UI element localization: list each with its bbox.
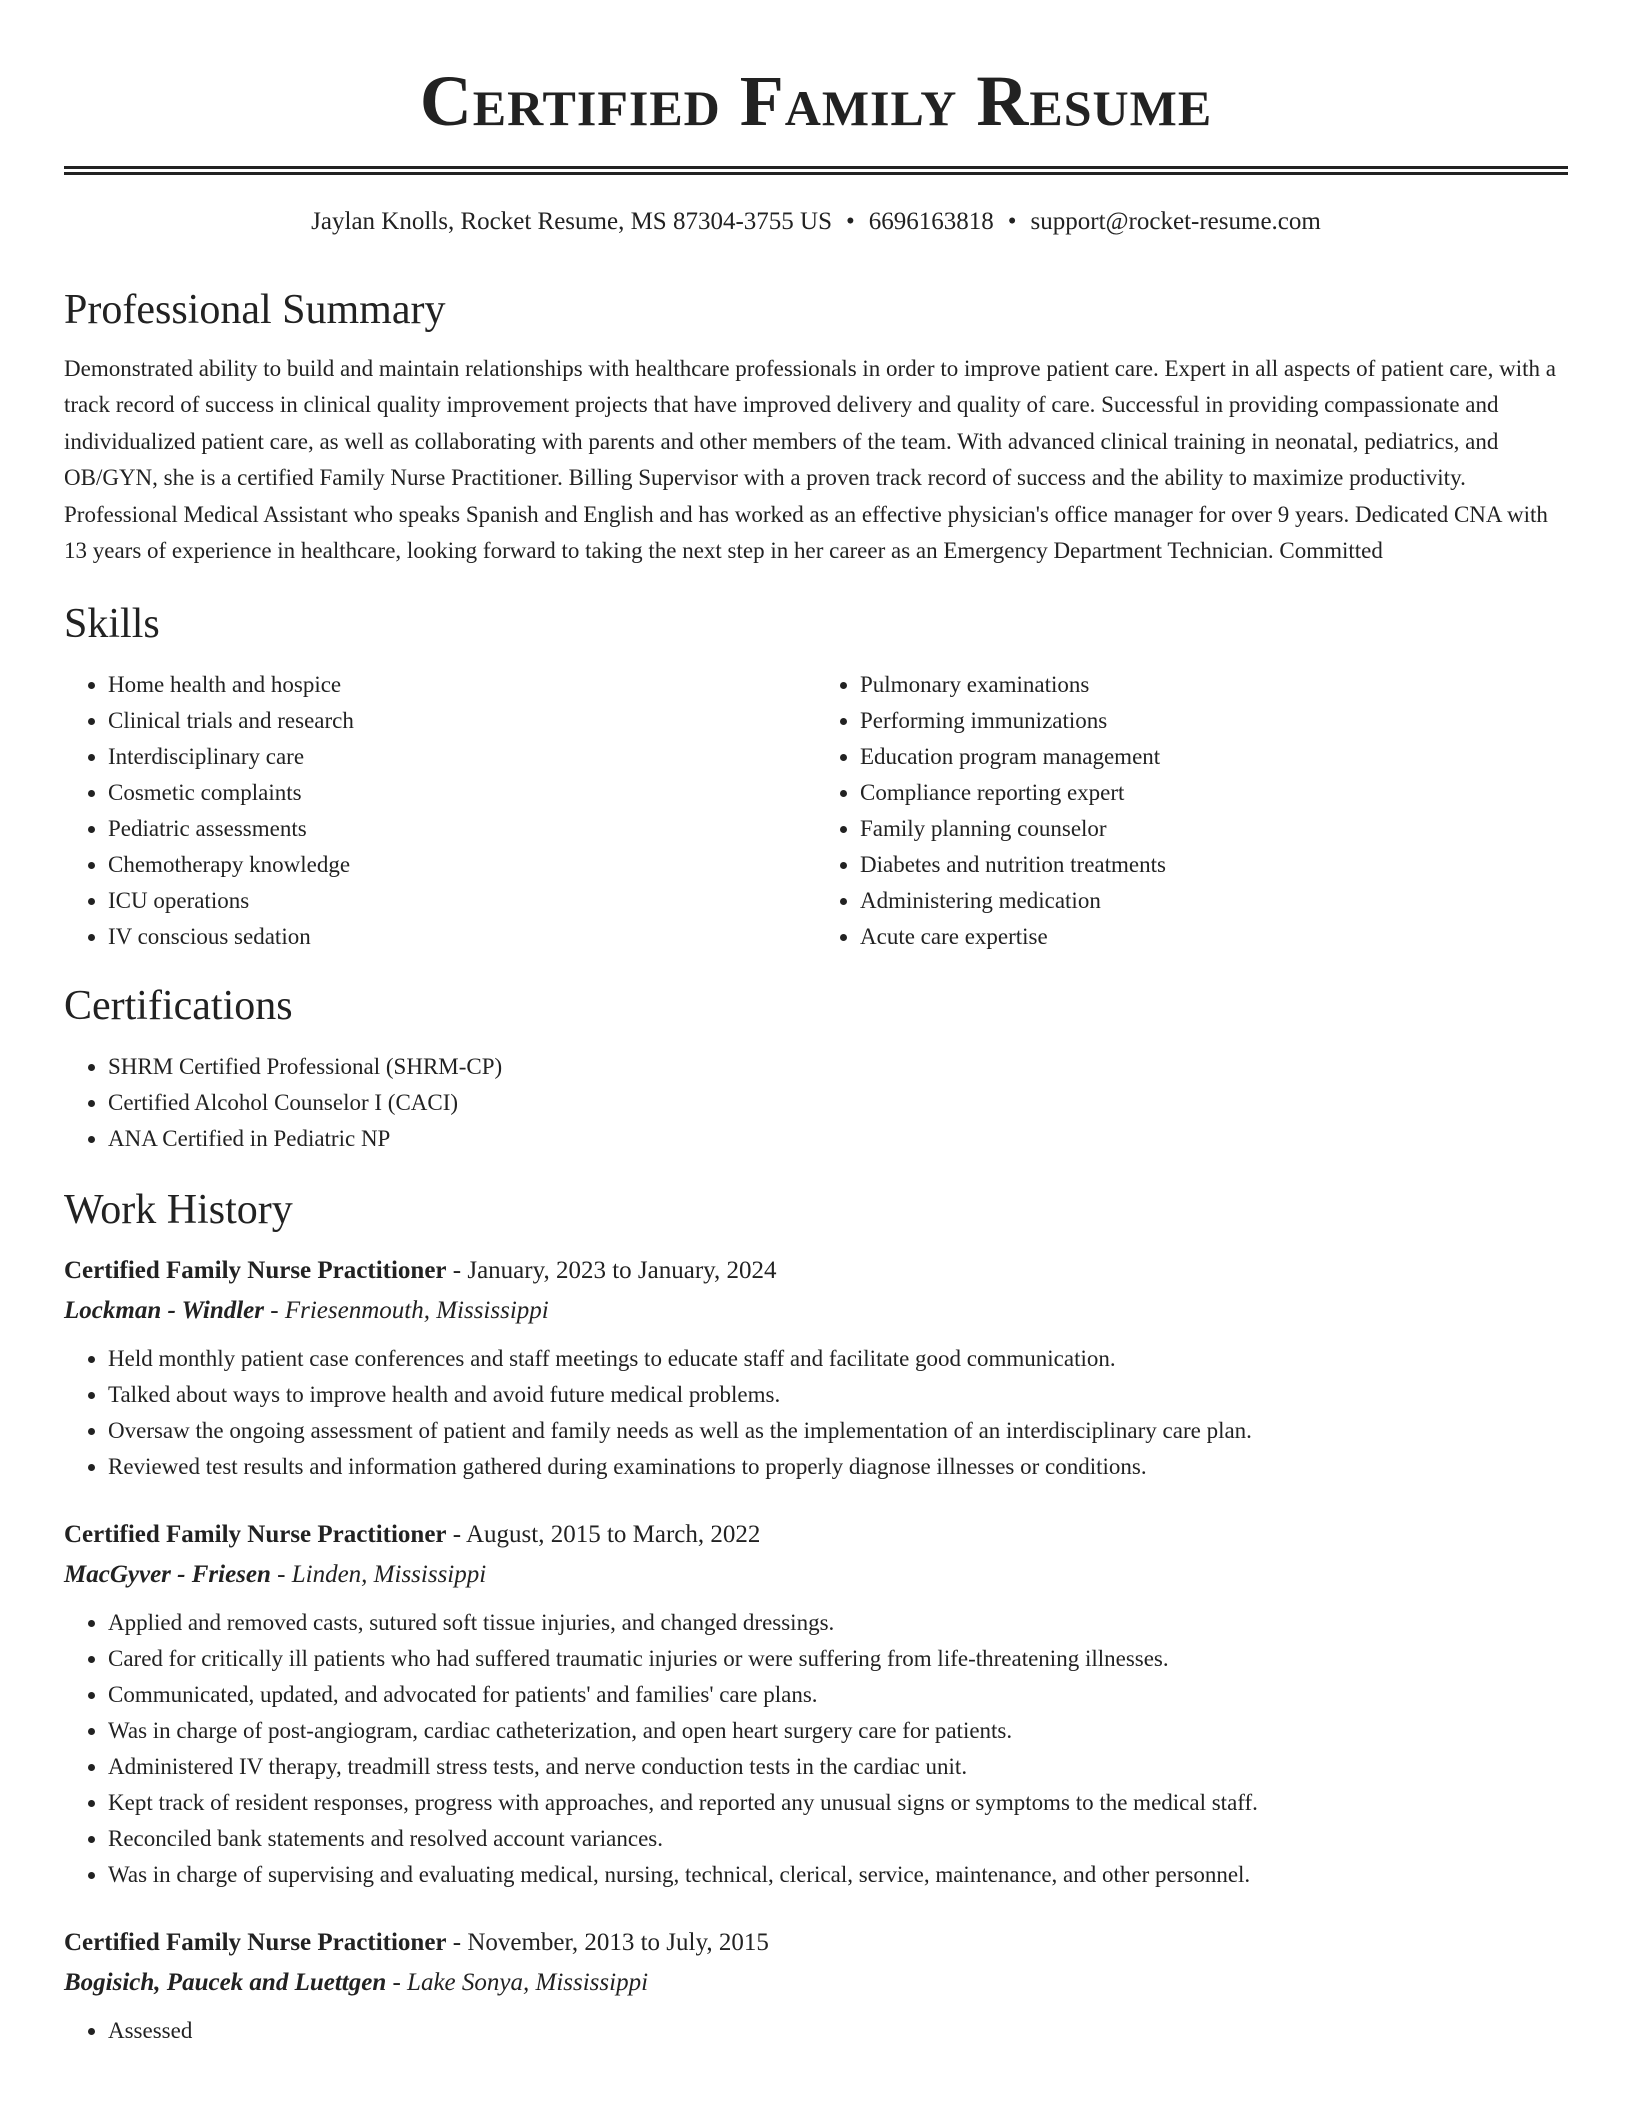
job-company: Bogisich, Paucek and Luettgen — [64, 1969, 387, 1997]
job-entry — [64, 1515, 1568, 1893]
job-duty-item: • Was in charge of post-angiogram, cardiac catheterization, and open heart surgery care for patients. — [108, 1713, 1568, 1749]
job-duty-item: • Reviewed test results and information gathered during examinations to properly diagnose illnesses or conditions. — [108, 1449, 1568, 1485]
summary-heading: Professional Summary — [64, 287, 446, 333]
job-duty-item: • Held monthly patient case conferences and staff meetings to educate staff and facilitate good communication. — [108, 1341, 1568, 1377]
certifications-list — [64, 1049, 1568, 1157]
job-entry — [64, 1923, 1568, 2049]
job-duty-item: • Reconciled bank statements and resolved account variances. — [108, 1821, 1568, 1857]
certification-item: • Certified Alcohol Counselor I (CACI) — [108, 1085, 1568, 1121]
contact-phone: 6696163818 — [868, 208, 994, 235]
job-duty-item: • Cared for critically ill patients who had suffered traumatic injuries or were suffering from life-threatening illnesses. — [108, 1641, 1568, 1677]
contact-separator: • — [846, 208, 855, 235]
skill-item: • Chemotherapy knowledge — [108, 847, 816, 883]
resume-title: Certified Family Resume — [419, 61, 1213, 141]
job-duty-item: • Was in charge of supervising and evaluating medical, nursing, technical, clerical, service, maintenance, and other personnel. — [108, 1857, 1568, 1893]
skills-list-left — [64, 667, 816, 955]
contact-separator: • — [1007, 208, 1017, 235]
work-history-heading: Work History — [64, 1187, 293, 1234]
skill-item: • Education program management — [860, 739, 1568, 775]
job-duty-item: • Oversaw the ongoing assessment of patient and family needs as well as the implementation of an interdisciplinary care plan. — [108, 1413, 1568, 1449]
job-location: - Friesenmouth, Mississippi — [264, 1297, 549, 1325]
certification-item: • ANA Certified in Pediatric NP — [108, 1121, 1568, 1157]
contact-line — [64, 205, 1568, 239]
job-title: Certified Family Nurse Practitioner — [64, 1257, 447, 1285]
job-company: Lockman - Windler — [64, 1297, 265, 1325]
job-duties-list — [64, 1341, 1568, 1485]
skill-item: • Clinical trials and research — [108, 703, 816, 739]
contact-address: Jaylan Knolls, Rocket Resume, MS 87304-3755 US — [311, 208, 832, 235]
job-title-line — [64, 1251, 1568, 1291]
contact-email: support@rocket-resume.com — [1030, 208, 1321, 235]
job-duty-item: • Administered IV therapy, treadmill stress tests, and nerve conduction tests in the cardiac unit. — [108, 1749, 1568, 1785]
skill-item: • Administering medication — [860, 883, 1568, 919]
job-duty-item: • Assessed — [108, 2013, 1568, 2049]
job-title: Certified Family Nurse Practitioner — [64, 1929, 447, 1957]
skill-item: • Acute care expertise — [860, 919, 1568, 955]
job-dates: - August, 2015 to March, 2022 — [446, 1521, 761, 1549]
skill-item: • IV conscious sedation — [108, 919, 816, 955]
skill-item: • ICU operations — [108, 883, 816, 919]
job-location: - Linden, Mississippi — [270, 1561, 487, 1589]
job-company: MacGyver - Friesen — [64, 1561, 271, 1589]
job-title-line — [64, 1923, 1568, 1963]
skill-item: • Pediatric assessments — [108, 811, 816, 847]
skill-item: • Compliance reporting expert — [860, 775, 1568, 811]
job-entry — [64, 1251, 1568, 1485]
skill-item: • Interdisciplinary care — [108, 739, 816, 775]
skill-item: • Diabetes and nutrition treatments — [860, 847, 1568, 883]
skill-item: • Pulmonary examinations — [860, 667, 1568, 703]
skills-list-right — [816, 667, 1568, 955]
skill-item: • Performing immunizations — [860, 703, 1568, 739]
certification-item: • SHRM Certified Professional (SHRM-CP) — [108, 1049, 1568, 1085]
skill-item: • Family planning counselor — [860, 811, 1568, 847]
job-company-line — [64, 1291, 1568, 1331]
skill-item: • Cosmetic complaints — [108, 775, 816, 811]
skill-item: • Home health and hospice — [108, 667, 816, 703]
job-company-line — [64, 1555, 1568, 1595]
certifications-heading: Certifications — [64, 983, 293, 1030]
job-location: - Lake Sonya, Mississippi — [386, 1969, 649, 1997]
job-dates: - November, 2013 to July, 2015 — [446, 1929, 769, 1957]
job-title-line — [64, 1515, 1568, 1555]
job-dates: - January, 2023 to January, 2024 — [446, 1257, 777, 1285]
job-duties-list — [64, 1605, 1568, 1893]
job-title: Certified Family Nurse Practitioner — [64, 1521, 447, 1549]
job-duties-list — [64, 2013, 1568, 2049]
job-duty-item: • Kept track of resident responses, progress with approaches, and reported any unusual signs or symptoms to the medical staff. — [108, 1785, 1568, 1821]
skills-columns — [64, 667, 1568, 955]
skills-heading: Skills — [64, 601, 160, 648]
title-divider — [64, 166, 1568, 175]
job-duty-item: • Communicated, updated, and advocated for patients' and families' care plans. — [108, 1677, 1568, 1713]
job-company-line — [64, 1963, 1568, 2003]
job-duty-item: • Talked about ways to improve health and avoid future medical problems. — [108, 1377, 1568, 1413]
job-duty-item: • Applied and removed casts, sutured soft tissue injuries, and changed dressings. — [108, 1605, 1568, 1641]
summary-text: Demonstrated ability to build and maintain relationships with healthcare professionals in order to improve patient care. Expert in all aspects of patient care, with a track record of success in clinical quality improvement projects that have improved delivery and quality of care. Successful in providing compassionate and individualized patient care, as well as collaborating with parents and other members of the team. With advanced clinical training in neonatal, pediatrics, and OB/GYN, she is a certified Family Nurse Practitioner. Billing Supervisor with a proven track record of success and the ability to maximize productivity. Professional Medical Assistant who speaks Spanish and English and has worked as an effective physician's office manager for over 9 years. Dedicated CNA with 13 years of experience in healthcare, looking forward to taking the next step in her career as an Emergency Department Technician. Committed — [64, 356, 1556, 564]
